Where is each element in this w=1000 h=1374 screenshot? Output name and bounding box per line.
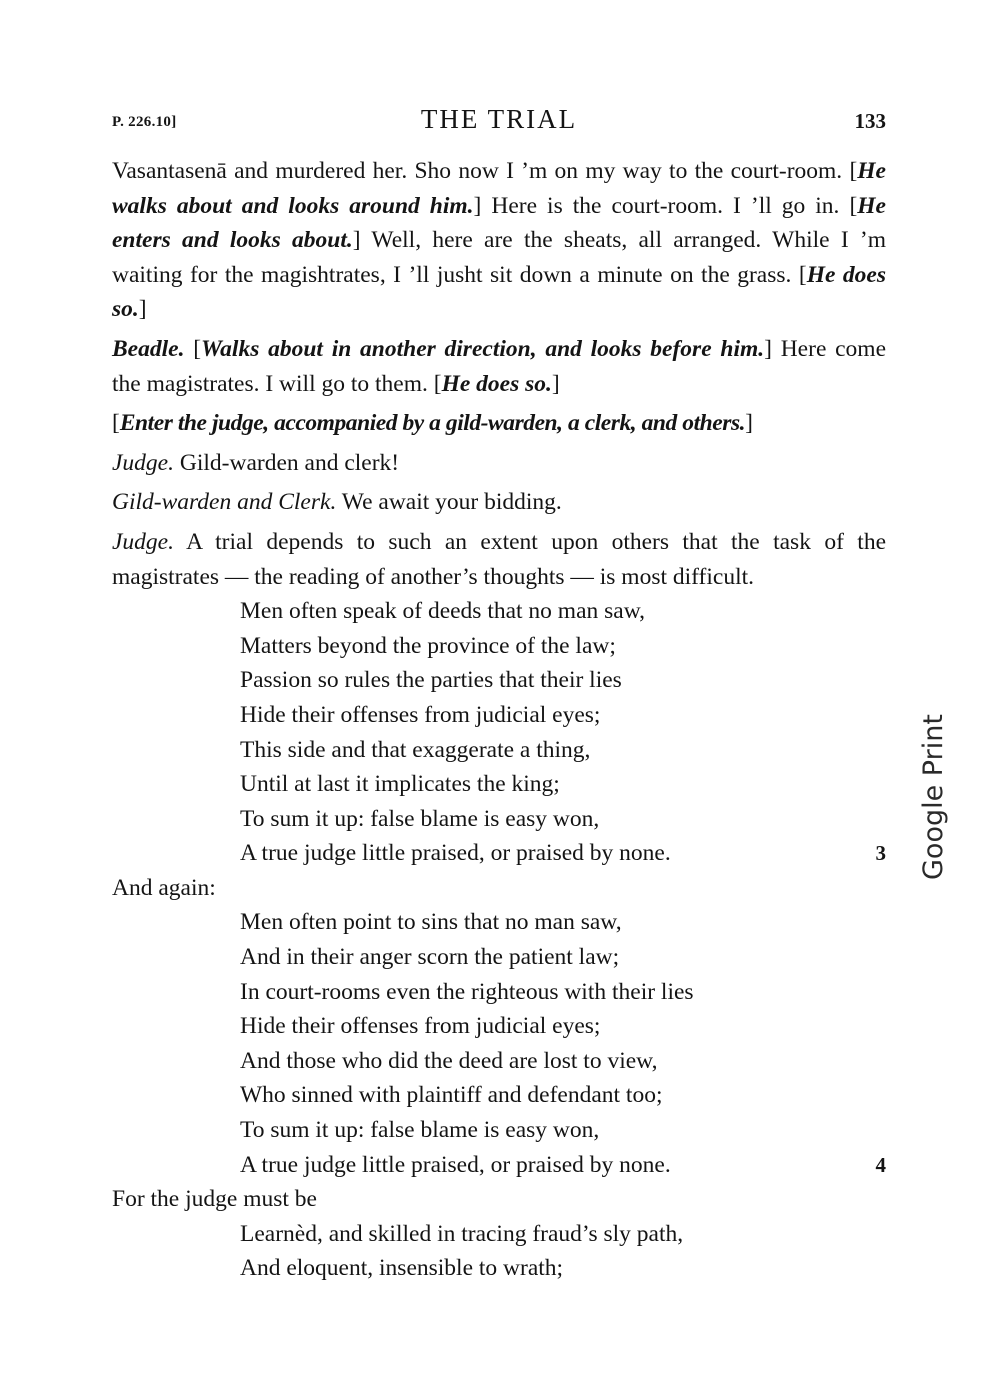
prose-text: ]: [551, 370, 560, 397]
prose-text: ] Here come the magistrates. I will go to them. [: [112, 335, 887, 397]
stage-direction: Enter the judge, accompanied by a gild-warden, a clerk, and others.: [119, 410, 746, 437]
verse-line: Who sinned with plaintiff and defendant too;: [240, 1082, 663, 1109]
speaker-name: Judge.: [112, 528, 174, 555]
verse-number: 3: [875, 841, 886, 866]
verse-line: Passion so rules the parties that their lies: [240, 667, 622, 694]
prose-text: We await your bidding.: [336, 489, 562, 516]
stage-direction: He enters and looks about.: [112, 192, 886, 254]
prose-text: [: [184, 335, 202, 362]
stage-direction: He walks about and looks around him.: [112, 158, 886, 219]
speaker-name: Gild-warden and Clerk.: [112, 489, 337, 516]
prose-text: Vasantasenā and murdered her. Sho now I ’m on my way to the court-room. [: [112, 158, 858, 184]
verse-line: And in their anger scorn the patient law;: [240, 944, 620, 971]
verse-5: [112, 1217, 886, 1286]
google-print-watermark: Google Print: [918, 714, 949, 880]
prose-text: ] Well, here are the sheats, all arranged. While I ’m waiting for the magishtrates, I ’ll jusht sit down a minute on the grass. [: [112, 227, 887, 288]
verse-line: Learnèd, and skilled in tracing fraud’s sly path,: [240, 1220, 684, 1247]
verse-number: 4: [875, 1152, 886, 1177]
verse-line: This side and that exaggerate a thing,: [240, 736, 591, 763]
stage-direction: He does so.: [112, 261, 886, 323]
verse-line: Hide their offenses from judicial eyes;: [240, 701, 601, 728]
verse-line: To sum it up: false blame is easy won,: [240, 1117, 600, 1144]
paragraph-vasantasena: [112, 154, 886, 327]
page-number: 133: [854, 109, 886, 133]
page-body: [112, 154, 886, 1286]
verse-4: [112, 905, 886, 1182]
running-title: THE TRIAL: [420, 104, 578, 134]
stage-direction: He does so.: [441, 370, 552, 397]
paragraph-judge-1: [112, 446, 886, 481]
verse-line: And eloquent, insensible to wrath;: [240, 1255, 564, 1282]
speaker-name: Beadle.: [112, 335, 185, 362]
verse-line-text: A true judge little praised, or praised by none.: [240, 1151, 671, 1178]
verse-3: [112, 594, 886, 871]
prose-text: A trial depends to such an extent upon others that the task of the magistrates — the reading of another’s thoughts — is most difficult.: [112, 528, 886, 590]
paragraph-beadle: [112, 332, 886, 401]
prose-text: Gild-warden and clerk!: [174, 449, 400, 476]
page-reference: P. 226.10]: [112, 114, 177, 130]
and-again-line: And again:: [112, 874, 216, 901]
running-header: [112, 104, 886, 136]
prose-text: ] Here is the court-room. I ’ll go in. [: [473, 192, 858, 219]
verse-line: Men often speak of deeds that no man saw,: [240, 598, 646, 625]
prose-text: [: [112, 410, 120, 437]
verse-line-last: [240, 1148, 886, 1183]
verse-line: In court-rooms even the righteous with their lies: [240, 978, 694, 1005]
speaker-name: Judge.: [112, 449, 174, 476]
stage-direction: Walks about in another direction, and looks before him.: [201, 335, 765, 362]
verse-line: Matters beyond the province of the law;: [240, 632, 616, 659]
verse-line-last: [240, 836, 886, 871]
verse-line: To sum it up: false blame is easy won,: [240, 805, 600, 832]
prose-text: ]: [745, 410, 753, 437]
prose-text: ]: [138, 296, 147, 323]
verse-line: And those who did the deed are lost to view,: [240, 1047, 658, 1074]
verse-line: Men often point to sins that no man saw,: [240, 909, 622, 936]
verse-line: Hide their offenses from judicial eyes;: [240, 1013, 601, 1040]
verse-line-text: A true judge little praised, or praised by none.: [240, 840, 671, 867]
paragraph-gild-warden: [112, 485, 886, 520]
judge-must-line: For the judge must be: [112, 1186, 317, 1213]
verse-line: Until at last it implicates the king;: [240, 771, 560, 798]
paragraph-judge-2: [112, 525, 886, 594]
paragraph-enter-judge: [112, 406, 886, 441]
